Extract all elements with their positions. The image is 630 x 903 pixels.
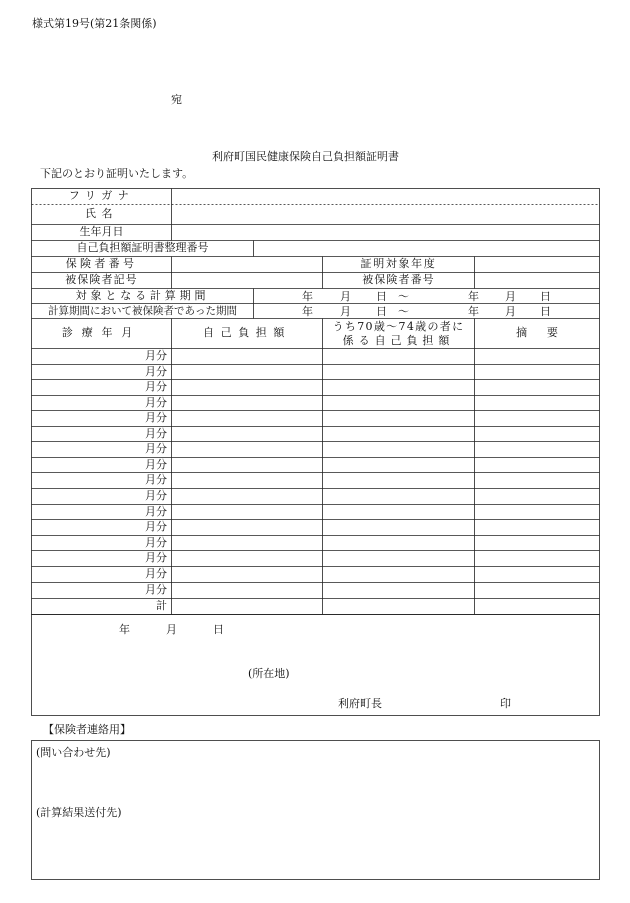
row-note-cell[interactable]	[475, 505, 599, 519]
mayor-label: 利府町長	[338, 697, 382, 710]
row-month-label: 月分	[145, 504, 167, 518]
calc-from-month: 月	[340, 290, 351, 303]
row-month-label: 月分	[145, 551, 167, 565]
row-self-amount-cell[interactable]	[172, 551, 322, 566]
row-month-label: 月分	[145, 442, 167, 456]
row-70-amount-cell[interactable]	[323, 473, 474, 488]
col-header-self: 自己負担額	[203, 326, 291, 340]
row-note-cell[interactable]	[475, 427, 599, 441]
row-note-cell[interactable]	[475, 396, 599, 410]
row-70-amount-cell[interactable]	[323, 505, 474, 519]
insured-symbol-label: 被保険者記号	[65, 273, 138, 287]
row-note-cell[interactable]	[475, 489, 599, 504]
row-note-cell[interactable]	[475, 365, 599, 379]
row-note-cell[interactable]	[475, 458, 599, 472]
calc-to-year: 年	[468, 290, 479, 303]
row-note-cell[interactable]	[475, 380, 599, 395]
sign-month: 月	[166, 623, 177, 636]
cert-year-input[interactable]	[475, 257, 599, 272]
row-self-amount-cell[interactable]	[172, 505, 322, 519]
calc-from-year: 年	[302, 290, 313, 303]
row-month-label: 月分	[145, 583, 167, 597]
row-self-amount-cell[interactable]	[172, 489, 322, 504]
row-month-label: 月分	[145, 349, 167, 363]
row-70-amount-cell[interactable]	[323, 536, 474, 550]
total-self-cell[interactable]	[172, 599, 322, 614]
form-number: 様式第19号(第21条関係)	[32, 17, 157, 30]
total-note-cell[interactable]	[475, 599, 599, 614]
name-label: 氏名	[85, 207, 118, 221]
calc-to-day: 日	[540, 290, 551, 303]
row-self-amount-cell[interactable]	[172, 458, 322, 472]
ins-from-day: 日	[376, 305, 387, 318]
ins-tilde: ～	[398, 305, 409, 318]
cert-number-input[interactable]	[254, 241, 599, 256]
row-self-amount-cell[interactable]	[172, 427, 322, 441]
calc-period-label: 対象となる計算期間	[75, 288, 210, 302]
insured-number-input[interactable]	[475, 273, 599, 288]
signature-box-border	[32, 615, 600, 716]
row-note-cell[interactable]	[475, 536, 599, 550]
row-note-cell[interactable]	[475, 583, 599, 598]
row-month-label: 月分	[145, 457, 167, 471]
row-70-amount-cell[interactable]	[323, 489, 474, 504]
row-70-amount-cell[interactable]	[323, 349, 474, 364]
total-70-cell[interactable]	[323, 599, 474, 614]
col-header-note: 摘要	[516, 326, 578, 340]
col-header-70-line2: 係る自己負担額	[342, 333, 455, 347]
total-label: 計	[156, 599, 167, 613]
insurer-number-label: 保険者番号	[65, 257, 138, 271]
seal-mark: 印	[500, 697, 511, 710]
furigana-label: フリガナ	[68, 189, 135, 203]
result-dest-label: (計算結果送付先)	[36, 806, 122, 819]
row-note-cell[interactable]	[475, 567, 599, 582]
row-month-label: 月分	[145, 535, 167, 549]
col-header-70-line1: うち70歳～74歳の者に	[332, 320, 465, 334]
row-self-amount-cell[interactable]	[172, 583, 322, 598]
row-note-cell[interactable]	[475, 442, 599, 457]
sign-year: 年	[119, 623, 130, 636]
row-70-amount-cell[interactable]	[323, 380, 474, 395]
ins-to-month: 月	[505, 305, 516, 318]
contact-heading: 【保険者連絡用】	[43, 723, 131, 736]
row-note-cell[interactable]	[475, 473, 599, 488]
calc-from-day: 日	[376, 290, 387, 303]
insured-symbol-input[interactable]	[172, 273, 322, 288]
row-self-amount-cell[interactable]	[172, 473, 322, 488]
row-self-amount-cell[interactable]	[172, 349, 322, 364]
insurer-number-input[interactable]	[172, 257, 322, 272]
row-70-amount-cell[interactable]	[323, 458, 474, 472]
birthdate-input[interactable]	[172, 225, 599, 240]
row-month-label: 月分	[145, 364, 167, 378]
row-note-cell[interactable]	[475, 520, 599, 535]
row-month-label: 月分	[145, 395, 167, 409]
row-self-amount-cell[interactable]	[172, 442, 322, 457]
insured-period-label: 計算期間において被保険者であった期間	[48, 304, 237, 317]
insured-number-label: 被保険者番号	[362, 273, 435, 287]
calc-to-month: 月	[505, 290, 516, 303]
row-70-amount-cell[interactable]	[323, 427, 474, 441]
name-input[interactable]	[172, 205, 599, 224]
ins-from-year: 年	[302, 305, 313, 318]
row-70-amount-cell[interactable]	[323, 583, 474, 598]
sign-day: 日	[213, 623, 224, 636]
row-month-label: 月分	[145, 567, 167, 581]
row-note-cell[interactable]	[475, 551, 599, 566]
page-title: 利府町国民健康保険自己負担額証明書	[212, 150, 399, 163]
intro-text: 下記のとおり証明いたします。	[40, 167, 194, 180]
row-self-amount-cell[interactable]	[172, 365, 322, 379]
ins-to-year: 年	[468, 305, 479, 318]
row-note-cell[interactable]	[475, 349, 599, 364]
row-self-amount-cell[interactable]	[172, 536, 322, 550]
col-header-month: 診療年月	[61, 326, 142, 340]
row-note-cell[interactable]	[475, 411, 599, 426]
addressee-suffix: 宛	[171, 93, 182, 106]
birthdate-label: 生年月日	[79, 225, 124, 239]
row-70-amount-cell[interactable]	[323, 365, 474, 379]
row-self-amount-cell[interactable]	[172, 380, 322, 395]
row-70-amount-cell[interactable]	[323, 520, 474, 535]
row-month-label: 月分	[145, 411, 167, 425]
row-month-label: 月分	[145, 489, 167, 503]
row-70-amount-cell[interactable]	[323, 396, 474, 410]
cert-year-label: 証明対象年度	[360, 257, 437, 271]
cert-number-label: 自己負担額証明書整理番号	[76, 241, 209, 255]
row-month-label: 月分	[145, 473, 167, 487]
row-70-amount-cell[interactable]	[323, 567, 474, 582]
row-self-amount-cell[interactable]	[172, 520, 322, 535]
calc-tilde: ～	[398, 290, 409, 303]
col-header-70	[323, 319, 474, 348]
row-month-label: 月分	[145, 520, 167, 534]
ins-to-day: 日	[540, 305, 551, 318]
furigana-input[interactable]	[172, 189, 599, 204]
row-70-amount-cell[interactable]	[323, 411, 474, 426]
row-month-label: 月分	[145, 380, 167, 394]
row-70-amount-cell[interactable]	[323, 551, 474, 566]
ins-from-month: 月	[340, 305, 351, 318]
row-self-amount-cell[interactable]	[172, 567, 322, 582]
row-self-amount-cell[interactable]	[172, 411, 322, 426]
row-self-amount-cell[interactable]	[172, 396, 322, 410]
row-month-label: 月分	[145, 426, 167, 440]
address-label: (所在地)	[248, 667, 290, 680]
inquiry-label: (問い合わせ先)	[36, 746, 111, 759]
row-70-amount-cell[interactable]	[323, 442, 474, 457]
